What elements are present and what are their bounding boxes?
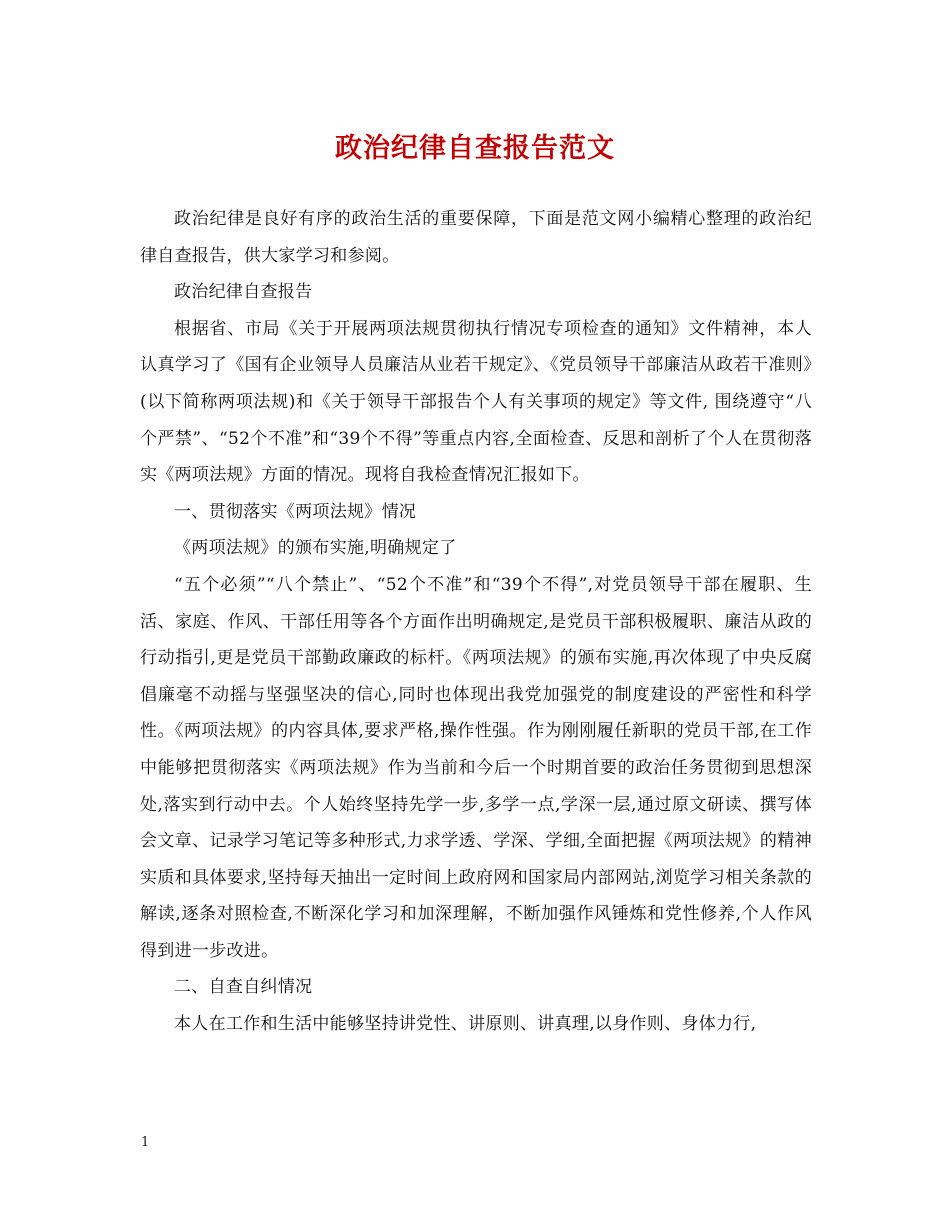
report-subtitle: 政治纪律自查报告 <box>174 282 313 303</box>
section-heading-two: 二、自查自纠情况 <box>174 977 313 998</box>
page-number: 1 <box>141 1135 150 1150</box>
self-check-paragraph: 本人在工作和生活中能够坚持讲党性、讲原则、讲真理,以身作则、身体力行, <box>174 1014 757 1035</box>
document-title: 政治纪律自查报告范文 <box>335 133 615 164</box>
implementation-paragraph: “五个必须”“八个禁止”、“52个不准”和“39个不得”,对党员领导干部在履职、生活、家庭、作风、干部任用等各个方面作出明确规定,是党员干部积极履职、廉洁从政的行动指引,更是党员干部勤政廉政的标杆。《两项法规》的颁布实施,再次体现了中央反腐倡廉毫不动摇与坚强坚决的信心,同时也体现出我党加强党的制度建设的严密性和科学性。《两项法规》的内容具体,要求严格,操作性强。作为刚刚履任新职的党员干部,在工作中能够把贯彻落实《两项法规》作为当前和今后一个时期首要的政治任务贯彻到思想深处,落实到行动中去。个人始终坚持先学一步,多学一点,学深一层,通过原文研读、撰写体会文章、记录学习笔记等多种形式,力求学透、学深、学细,全面把握《两项法规》的精神实质和具体要求,坚持每天抽出一定时间上政府网和国家局内部网站,浏览学习相关条款的解读,逐条对照检查,不断深化学习和加深理解，不断加强作风锤炼和党性修养,个人作风得到进一步改进。 <box>140 574 812 961</box>
regulation-intro-line: 《两项法规》的颁布实施,明确规定了 <box>174 538 457 559</box>
section-heading-one: 一、贯彻落实《两项法规》情况 <box>174 501 417 522</box>
intro-paragraph: 政治纪律是良好有序的政治生活的重要保障，下面是范文网小编精心整理的政治纪律自查报告，供大家学习和参阅。 <box>140 209 812 266</box>
document-body <box>140 201 812 1043</box>
basis-paragraph: 根据省、市局《关于开展两项法规贯彻执行情况专项检查的通知》文件精神，本人认真学习了《国有企业领导人员廉洁从业若干规定》、《党员领导干部廉洁从政若干准则》(以下简称两项法规)和《关于领导干部报告个人有关事项的规定》等文件, 围绕遵守“八个严禁”、“52个不准”和“39个不得”等重点内容,全面检查、反思和剖析了个人在贯彻落实《两项法规》方面的情况。现将自我检查情况汇报如下。 <box>140 318 812 486</box>
